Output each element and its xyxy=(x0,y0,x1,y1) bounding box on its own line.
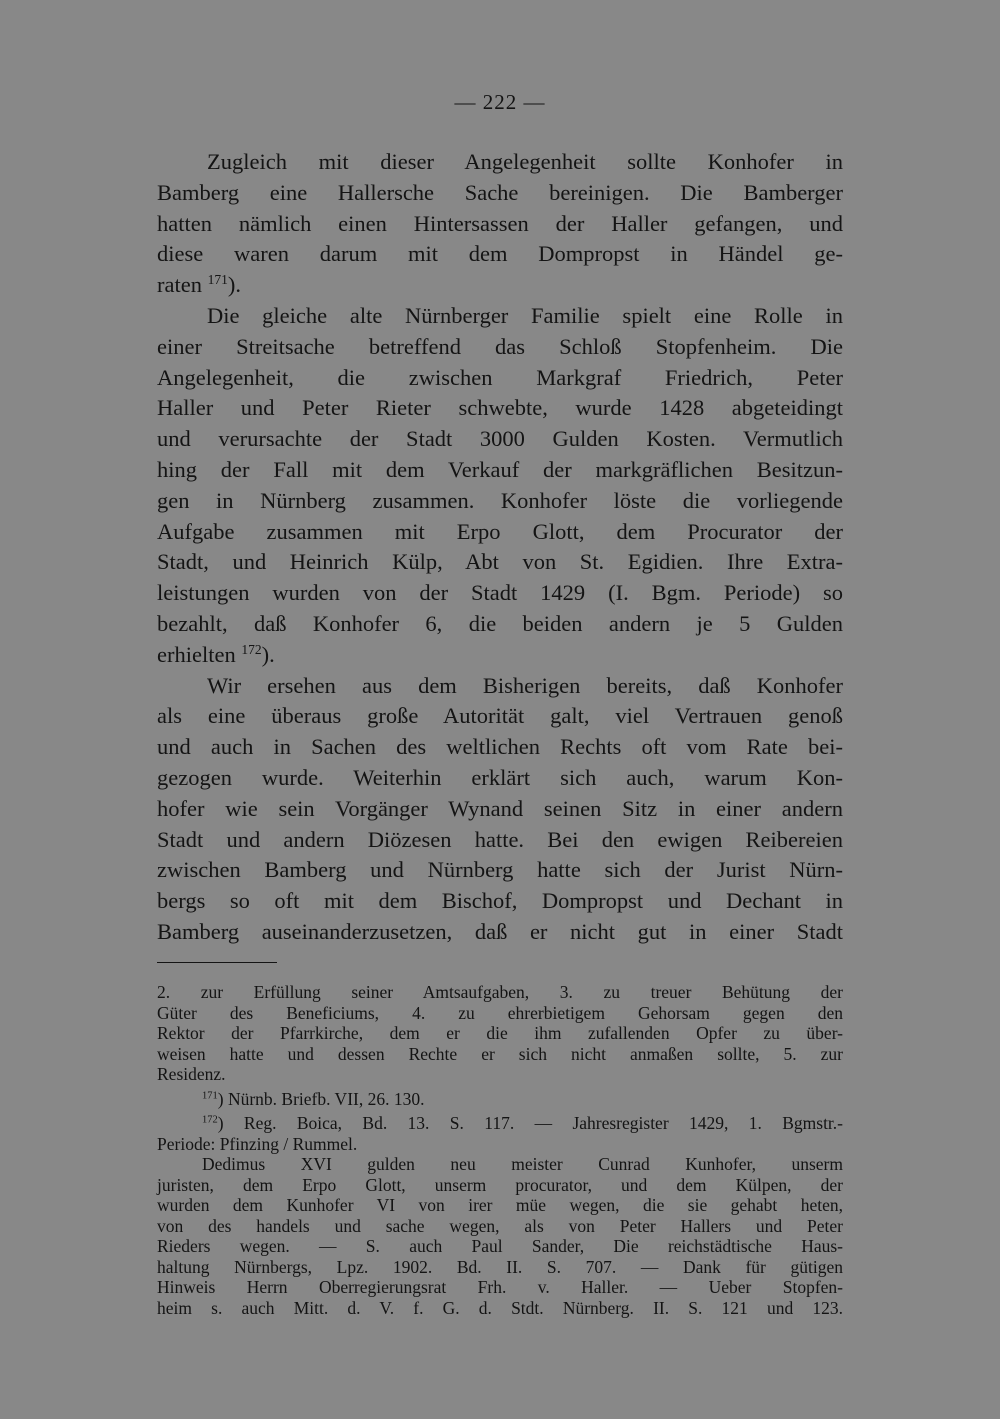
footnote-ref: 171 xyxy=(202,1090,218,1102)
line-text: Haller und Peter Rieter schwebte, wurde 1428 abgeteidingt xyxy=(157,395,843,421)
body-line xyxy=(157,424,843,455)
line-text: Hinweis Herrn Oberregierungsrat Frh. v. Haller. — Ueber Stopfen- xyxy=(157,1277,843,1297)
footnote-line xyxy=(157,982,843,1003)
line-text-after: ). xyxy=(261,641,275,667)
line-text: Bamberg eine Hallersche Sache bereinigen. Die Bamberger xyxy=(157,179,843,205)
line-text: Angelegenheit, die zwischen Markgraf Friedrich, Peter xyxy=(157,364,843,390)
footnote-line xyxy=(157,1044,843,1065)
body-line xyxy=(157,763,843,794)
footnote-line xyxy=(157,1277,843,1298)
line-text: von des handels und sache wegen, als von Peter Hallers und Peter xyxy=(157,1215,843,1236)
line-text: Stadt und andern Diözesen hatte. Bei den ewigen Reibereien xyxy=(157,826,843,852)
line-text: Die gleiche alte Nürnberger Familie spielt eine Rolle in xyxy=(207,302,843,328)
line-text: Dedimus XVI gulden neu meister Cunrad Kunhofer, unserm xyxy=(202,1154,843,1174)
body-line xyxy=(157,578,843,609)
body-line xyxy=(157,547,843,578)
line-text: Güter des Beneficiums, 4. zu ehrerbietigem Gehorsam gegen den xyxy=(157,1002,843,1023)
body-line xyxy=(157,825,843,856)
body-line xyxy=(157,886,843,917)
footnote-ref: 171 xyxy=(207,272,228,288)
line-text: diese waren darum mit dem Dompropst in Händel ge- xyxy=(157,241,843,267)
body-line xyxy=(157,640,843,671)
footnote-line xyxy=(157,1236,843,1257)
line-text: gen in Nürnberg zusammen. Konhofer löste die vorliegende xyxy=(157,487,843,513)
footnote-line xyxy=(157,1113,843,1134)
line-text: Rieders wegen. — S. auch Paul Sander, Die reichstädtische Haus- xyxy=(157,1236,843,1256)
line-text-after: ). xyxy=(227,272,241,298)
line-text: Residenz. xyxy=(157,1064,226,1084)
line-text: 2. zur Erfüllung seiner Amtsaufgaben, 3. zu treuer Behütung der xyxy=(157,982,843,1002)
body-line xyxy=(157,486,843,517)
line-text-after: ) Nürnb. Briefb. VII, 26. 130. xyxy=(217,1088,425,1109)
footnote-line xyxy=(157,1023,843,1044)
line-text: bergs so oft mit dem Bischof, Dompropst und Dechant in xyxy=(157,888,843,914)
footnote-line xyxy=(157,1089,843,1110)
footnote-line xyxy=(157,1154,843,1175)
line-text: haltung Nürnbergs, Lpz. 1902. Bd. II. S. 707. — Dank für gütigen xyxy=(157,1256,843,1277)
body-line xyxy=(157,270,843,301)
line-text: juristen, dem Erpo Glott, unserm procurator, und dem Külpen, der xyxy=(157,1174,843,1195)
footnote-line xyxy=(157,1216,843,1237)
line-text: zwischen Bamberg und Nürnberg hatte sich der Jurist Nürn- xyxy=(157,857,843,883)
body-line xyxy=(157,794,843,825)
footnote-line xyxy=(157,1064,843,1085)
body-text xyxy=(157,147,843,948)
line-text: und verursachte der Stadt 3000 Gulden Kosten. Vermutlich xyxy=(157,426,843,452)
body-line xyxy=(157,332,843,363)
body-line xyxy=(157,517,843,548)
footnote-line xyxy=(157,1003,843,1024)
line-text: Periode: Pfinzing / Rummel. xyxy=(157,1133,358,1154)
footnote-line xyxy=(157,1175,843,1196)
line-text: als eine überaus große Autorität galt, viel Vertrauen genoß xyxy=(157,703,843,729)
body-line xyxy=(157,855,843,886)
line-text: heim s. auch Mitt. d. V. f. G. d. Stdt. Nürnberg. II. S. 121 und 123. xyxy=(157,1297,843,1318)
body-line xyxy=(157,393,843,424)
line-text: einer Streitsache betreffend das Schloß Stopfenheim. Die xyxy=(157,333,843,359)
line-text: gezogen wurde. Weiterhin erklärt sich auch, warum Kon- xyxy=(157,764,843,790)
body-line xyxy=(157,301,843,332)
line-text: und auch in Sachen des weltlichen Rechts oft vom Rate bei- xyxy=(157,734,843,760)
line-text: Aufgabe zusammen mit Erpo Glott, dem Procurator der xyxy=(157,518,843,544)
line-text: Wir ersehen aus dem Bisherigen bereits, daß Konhofer xyxy=(207,672,843,698)
body-line xyxy=(157,701,843,732)
body-line xyxy=(157,732,843,763)
line-text: bezahlt, daß Konhofer 6, die beiden andern je 5 Gulden xyxy=(157,610,843,636)
line-text: wurden dem Kunhofer VI von irer müe wegen, die sie gehabt heten, xyxy=(157,1195,843,1215)
body-line xyxy=(157,917,843,948)
body-line xyxy=(157,363,843,394)
body-line xyxy=(157,609,843,640)
line-text: Bamberg auseinanderzusetzen, daß er nicht gut in einer Stadt xyxy=(157,918,843,944)
body-line xyxy=(157,209,843,240)
line-text: leistungen wurden von der Stadt 1429 (I. Bgm. Periode) so xyxy=(157,580,843,606)
body-line xyxy=(157,178,843,209)
line-text: raten xyxy=(157,272,208,298)
body-line xyxy=(157,671,843,702)
footnote-separator xyxy=(157,962,277,963)
footnote-line xyxy=(157,1257,843,1278)
line-text: hing der Fall mit dem Verkauf der markgräflichen Besitzun- xyxy=(157,456,843,482)
page-number: — 222 — xyxy=(454,90,546,114)
line-text: Stadt, und Heinrich Külp, Abt von St. Egidien. Ihre Extra- xyxy=(157,549,843,575)
line-text: Rektor der Pfarrkirche, dem er die ihm zufallenden Opfer zu über- xyxy=(157,1023,843,1043)
footnote-ref: 172 xyxy=(241,641,262,657)
line-text: Zugleich mit dieser Angelegenheit sollte Konhofer in xyxy=(207,149,843,174)
line-text: erhielten xyxy=(157,641,242,667)
body-line xyxy=(157,147,843,178)
body-line xyxy=(157,455,843,486)
footnote-line xyxy=(157,1298,843,1319)
footnote-line xyxy=(157,1195,843,1216)
line-text: hofer wie sein Vorgänger Wynand seinen Sitz in einer andern xyxy=(157,795,843,821)
line-text-after: ) Reg. Boica, Bd. 13. S. 117. — Jahresregister 1429, 1. Bgmstr.- xyxy=(217,1113,843,1133)
footnote-ref: 172 xyxy=(202,1114,218,1126)
footnotes xyxy=(157,982,843,1318)
footnote-line xyxy=(157,1134,843,1155)
line-text: weisen hatte und dessen Rechte er sich nicht anmaßen sollte, 5. zur xyxy=(157,1043,843,1064)
line-text: hatten nämlich einen Hintersassen der Haller gefangen, und xyxy=(157,210,843,236)
body-line xyxy=(157,239,843,270)
